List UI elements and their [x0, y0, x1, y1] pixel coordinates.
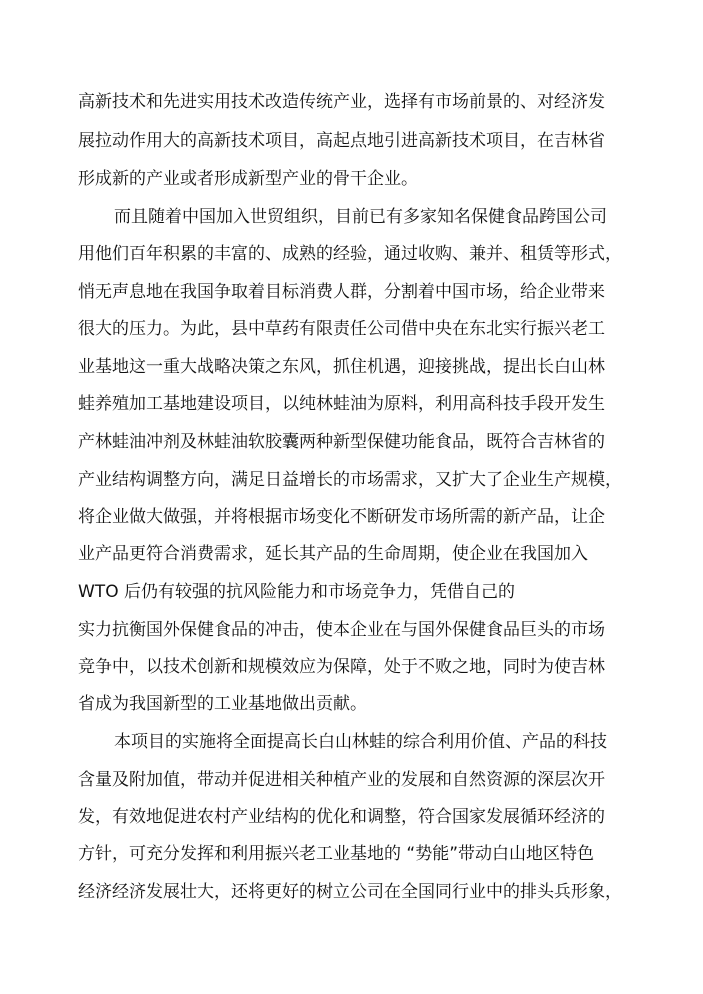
- text-line: 悄无声息地在我国争取着目标消费人群，分割着中国市场，给企业带来: [78, 282, 605, 302]
- text-line: 方针，可充分发挥和利用振兴老工业基地的 “势能”带动白山地区特色: [78, 844, 595, 864]
- paragraph-first-line: 而且随着中国加入世贸组织，目前已有多家知名保健食品跨国公司: [114, 207, 607, 227]
- text-line: 业基地这一重大战略决策之东风，抓住机遇，迎接挑战，提出长白山林: [78, 357, 605, 377]
- text-line: 将企业做大做强，并将根据市场变化不断研发市场所需的新产品，让企: [78, 507, 605, 527]
- text-line: 实力抗衡国外保健食品的冲击，使本企业在与国外保健食品巨头的市场: [78, 620, 605, 640]
- text-line: 形成新的产业或者形成新型产业的骨干企业。: [78, 169, 418, 189]
- text-line: 业产品更符合消费需求，延长其产品的生命周期，使企业在我国加入: [78, 544, 588, 564]
- text-line: 产业结构调整方向，满足日益增长的市场需求，又扩大了企业生产规模，: [78, 470, 622, 490]
- text-line: 展拉动作用大的高新技术项目，高起点地引进高新技术项目，在吉林省: [78, 131, 605, 151]
- text-line: 发，有效地促进农村产业结构的优化和调整，符合国家发展循环经济的: [78, 807, 605, 827]
- text-line: 省成为我国新型的工业基地做出贡献。: [78, 694, 367, 714]
- text-line: 含量及附加值，带动并促进相关种植产业的发展和自然资源的深层次开: [78, 770, 605, 790]
- text-line: 很大的压力。为此，县中草药有限责任公司借中央在东北实行振兴老工: [78, 319, 605, 339]
- text-line: 用他们百年积累的丰富的、成熟的经验，通过收购、兼并、租赁等形式，: [78, 244, 622, 264]
- text-line: 高新技术和先进实用技术改造传统产业，选择有市场前景的、对经济发: [78, 92, 605, 112]
- text-line: 经济经济发展壮大，还将更好的树立公司在全国同行业中的排头兵形象，: [78, 882, 622, 902]
- text-line: 产林蛙油冲剂及林蛙油软胶囊两种新型保健功能食品，既符合吉林省的: [78, 432, 605, 452]
- paragraph-first-line: 本项目的实施将全面提高长白山林蛙的综合利用价值、产品的科技: [114, 732, 607, 752]
- text-line: WTO 后仍有较强的抗风险能力和市场竞争力，凭借自己的: [78, 582, 515, 602]
- text-line: 竞争中，以技术创新和规模效应为保障，处于不败之地，同时为使吉林: [78, 657, 605, 677]
- text-line: 蛙养殖加工基地建设项目，以纯林蛙油为原料，利用高科技手段开发生: [78, 394, 605, 414]
